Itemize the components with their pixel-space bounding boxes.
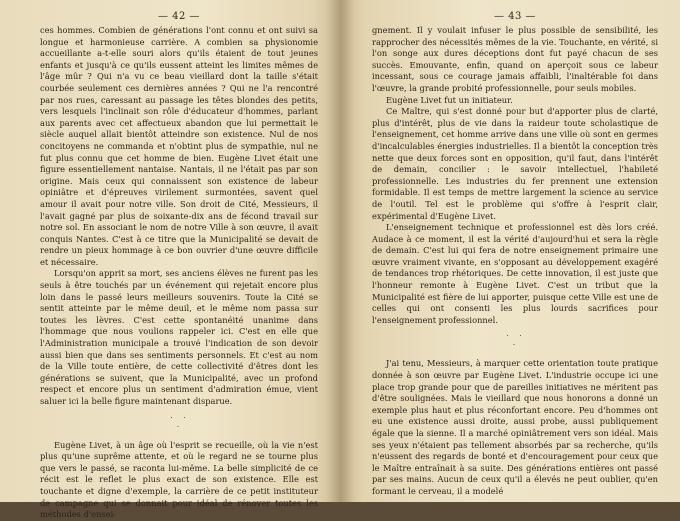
gutter-shadow [340,0,354,502]
page-number: — 43 — [493,11,537,22]
paragraph: J'ai tenu, Messieurs, à marquer cette orientation toute pratique donnée à son œuvre par Eugène Livet. L'industrie occupe ici une place trop grande pour que de pareilles initiatives ne méritent pas d'être soulignées. Mais le vieillard que nous honorons a donné un exemple plus haut et plus réconfortant encore. Peu d'hommes ont eu une existence aussi droite, aussi probe, aussi publiquement égale que la sienne. Il a marché opiniâtrement vers son idéal. Mais ses yeux n'étaient pas tellement absorbés par sa recherche, qu'ils n'eussent des regards de bonté et d'encouragement pour ceux que le Maître entraînait à sa suite. Des générations entières ont passé par ses mains. Aucun de ceux qu'il a élevés ne peut oublier, qu'en formant le cerveau, il a modelé [372,358,658,496]
paragraph: Eugène Livet, à un âge où l'esprit se recueille, où la vie n'est plus qu'une suprême attente, et où le regard ne se tourne plus que vers le passé, se raconta lui-même. La belle simplicité de ce récit est le reflet le plus exact de son existence. Elle est touchante et digne d'exemple, la carrière de ce petit instituteur de campagne qui se donnait pour idéal de rénover toutes les méthodes d'ensei- [40,439,318,520]
right-page [340,0,680,502]
paragraph: gnement. Il y voulait infuser le plus possible de sensibilité, les rapprocher des nécessités mêmes de la vie. Touchante, en vérité, si l'on songe aux dures déceptions dont fut payé chacun de ses succès. Emouvante, enfin, quand on aperçoit sous ce labeur incessant, sous ce courage jamais affaibli, l'inaltérable foi dans l'œuvre, la grande probité professionnelle, pour seuls mobiles. [372,25,658,93]
section-separator: · · · [170,413,188,431]
gutter-shadow [326,0,340,502]
paragraph: ces hommes. Combien de générations l'ont connu et ont suivi sa longue et harmonieuse carrière. A combien sa physionomie accueillante a-t-elle souri alors qu'ils étaient de tout jeunes enfants et jusqu'à ce qu'ils eussent atteint les limites mêmes de l'âge mûr ? Qui n'a vu ce beau vieillard dont la taille s'était courbée seulement ces dernières années ? Qui ne l'a rencontré par nos rues, caressant au passage les têtes blondes des petits, vers lesquels l'inclinait son rôle d'éducateur d'hommes, parlant aux parents avec cet affectueux abandon que lui permettait le siècle auquel allait bientôt atteindre son existence. Nul de nos concitoyens ne commanda et n'obtint plus de sympathie, nul ne fut plus connu que cet homme de bien. Eugène Livet était une figure essentiellement nantaise. Nantais, il ne l'était pas par son origine. Mais ceux qui connaissent son existence de labeur opiniâtre et d'épreuves virilement surmontées, savent quel amour il avait pour notre ville. Son droit de Cité, Messieurs, il l'avait gagné par plus de soixante-dix ans de fécond travail sur notre sol. En associant le nom de notre Ville à son œuvre, il avait conquis Nantes. C'est à ce titre que la Municipalité se devait de rendre un pieux hommage à ce bon ouvrier d'une œuvre difficile et nécessaire. [40,25,318,267]
paragraph: Lorsqu'on apprit sa mort, ses anciens élèves ne furent pas les seuls à être touchés par un événement qui rejetait encore plus loin dans le passé leurs meilleurs souvenirs. Toute la Cité se sentit atteinte par le même deuil, et le même nom passa sur toutes les lèvres. C'est cette spontanéité unanime dans l'hommage que nous voulions rappeler ici. C'est en elle que l'Administration municipale a trouvé l'indication de son devoir aussi bien que dans ses sentiments personnels. Et c'est au nom de la Ville toute entière, de cette collectivité d'êtres dont les générations se suivent, que la Municipalité, avec un profond respect et encore plus un sentiment d'admiration émue, vient saluer ici la belle figure maintenant disparue. [40,268,318,406]
section-separator: · · · [506,332,524,350]
paragraph: Eugène Livet fut un initiateur. [386,94,513,105]
page-number: — 42 — [157,11,201,22]
paragraph: L'enseignement technique et professionnel est dès lors créé. Audace à ce moment, il est la vérité d'aujourd'hui et sera la règle de demain. C'est lui qui fera de notre enseignement primaire une œuvre vraiment vivante, en s'opposant au développement exagéré de tendances trop rhétoriques. De cette innovation, il est juste que l'honneur remonte à Eugène Livet. C'est un tribut que la Municipalité est fière de lui apporter, puisque cette Ville est une de celles qui ont consenti les plus lourds sacrifices pour l'enseignement professionnel. [372,222,658,325]
right-page-text [372,25,658,498]
paragraph: Ce Maître, qui s'est donné pour but d'apporter plus de clarté, plus d'intérêt, plus de vie dans la raideur toute scholastique de l'enseignement, cet homme arrive dans une ville où sont en germes d'incalculables énergies industrielles. Il a bientôt la conception très nette que deux forces sont en opposition, qu'il faut, dans l'intérêt de demain, concilier : le savoir intellectuel, l'habileté professionnelle. Les industries du fer prennent une extension formidable. Il est temps de mettre largement la science au service de l'outil. Tel est le problème qui s'offre à l'esprit clair, expérimental d'Eugène Livet. [372,106,658,221]
left-page-text [40,25,318,521]
left-page [0,0,340,520]
